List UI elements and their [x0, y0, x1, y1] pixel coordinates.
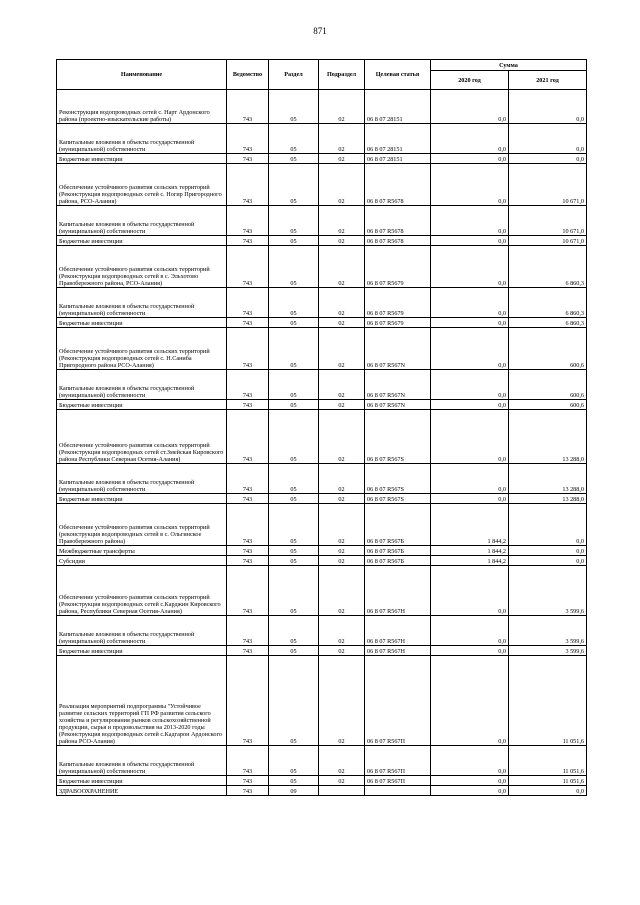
cell-razdel: 05 — [269, 494, 319, 504]
cell-ved: 743 — [227, 124, 269, 154]
cell-razdel: 05 — [269, 124, 319, 154]
cell-name: Обеспечение устойчивого развития сельских территорий (Реконструкция водопроводных сетей в с. Эльхотово Правобережного района, РСО-Алания) — [57, 246, 227, 288]
cell-2020: 0,0 — [431, 566, 509, 616]
cell-ved: 743 — [227, 556, 269, 566]
cell-name: Капитальные вложения в объекты государственной (муниципальной) собственности — [57, 464, 227, 494]
cell-2021: 11 051,6 — [509, 656, 587, 746]
cell-podrazdel: 02 — [319, 400, 365, 410]
cell-name: Обеспечение устойчивого развития сельских территорий (реконструкция водопроводных сетей в с. Ольгинское Правобережного района) — [57, 504, 227, 546]
cell-podrazdel: 02 — [319, 154, 365, 164]
cell-name: Бюджетные инвестиции — [57, 154, 227, 164]
table-row — [57, 328, 587, 370]
cell-2020: 0,0 — [431, 328, 509, 370]
cell-name: Реализация мероприятий подпрограммы "Устойчивое развитие сельских территорий ГП РФ развития сельского хозяйства и регулирования рынков сельскохозяйственной продукции, сырья и продовольствия на 2013-2020 годы (Реконструкция водопроводных сетей с.Кадгарон Ардонского района РСО-Алания) — [57, 656, 227, 746]
cell-cel: 06 8 07 R5678 — [365, 164, 431, 206]
cell-2020: 0,0 — [431, 90, 509, 124]
table-row — [57, 546, 587, 556]
cell-razdel: 05 — [269, 556, 319, 566]
cell-2020: 0,0 — [431, 400, 509, 410]
cell-cel: 06 8 07 R567N — [365, 400, 431, 410]
table-row — [57, 236, 587, 246]
cell-cel: 06 8 07 R567N — [365, 370, 431, 400]
cell-razdel: 05 — [269, 410, 319, 464]
table-row — [57, 154, 587, 164]
cell-razdel: 05 — [269, 206, 319, 236]
header-podrazdel: Подраздел — [319, 60, 365, 90]
header-summa: Сумма — [431, 60, 587, 71]
cell-2020: 0,0 — [431, 746, 509, 776]
cell-razdel: 05 — [269, 328, 319, 370]
cell-razdel: 05 — [269, 164, 319, 206]
table-row — [57, 206, 587, 236]
header-2020: 2020 год — [431, 71, 509, 90]
cell-name: Обеспечение устойчивого развития сельских территорий (Реконструкция водопроводных сетей с. Н.Саниба Пригородного района РСО-Алания) — [57, 328, 227, 370]
cell-2020: 0,0 — [431, 656, 509, 746]
table-row — [57, 646, 587, 656]
cell-cel: 06 8 07 R5679 — [365, 288, 431, 318]
cell-cel: 06 8 07 R567N — [365, 328, 431, 370]
cell-2021: 0,0 — [509, 556, 587, 566]
cell-2020: 0,0 — [431, 164, 509, 206]
cell-cel: 06 8 07 R567S — [365, 410, 431, 464]
cell-ved: 743 — [227, 370, 269, 400]
cell-podrazdel: 02 — [319, 318, 365, 328]
table-row — [57, 318, 587, 328]
cell-podrazdel: 02 — [319, 410, 365, 464]
cell-cel: 06 8 07 R567Н — [365, 616, 431, 646]
table-row — [57, 400, 587, 410]
cell-podrazdel: 02 — [319, 656, 365, 746]
cell-razdel: 05 — [269, 154, 319, 164]
cell-ved: 743 — [227, 154, 269, 164]
cell-name: Бюджетные инвестиции — [57, 400, 227, 410]
cell-2020: 1 844,2 — [431, 504, 509, 546]
table-row — [57, 504, 587, 546]
cell-razdel: 05 — [269, 288, 319, 318]
table-row — [57, 776, 587, 786]
cell-ved: 743 — [227, 494, 269, 504]
table-row — [57, 566, 587, 616]
cell-razdel: 05 — [269, 566, 319, 616]
table-row — [57, 288, 587, 318]
cell-ved: 743 — [227, 236, 269, 246]
cell-cel: 06 8 07 R567П — [365, 746, 431, 776]
cell-ved: 743 — [227, 656, 269, 746]
table-row — [57, 246, 587, 288]
cell-cel: 06 8 07 R567Н — [365, 566, 431, 616]
cell-2021: 3 599,6 — [509, 566, 587, 616]
cell-podrazdel: 02 — [319, 646, 365, 656]
table-row — [57, 494, 587, 504]
cell-2021: 0,0 — [509, 504, 587, 546]
cell-2021: 600,6 — [509, 400, 587, 410]
cell-razdel: 05 — [269, 776, 319, 786]
cell-2020: 0,0 — [431, 370, 509, 400]
table-row — [57, 164, 587, 206]
table-row — [57, 464, 587, 494]
cell-2020: 0,0 — [431, 410, 509, 464]
cell-2021: 13 288,0 — [509, 494, 587, 504]
cell-2021: 3 599,6 — [509, 616, 587, 646]
cell-cel: 06 8 07 R567П — [365, 776, 431, 786]
cell-ved: 743 — [227, 410, 269, 464]
cell-2020: 1 844,2 — [431, 546, 509, 556]
cell-2021: 0,0 — [509, 154, 587, 164]
cell-razdel: 05 — [269, 90, 319, 124]
cell-2020: 0,0 — [431, 288, 509, 318]
cell-podrazdel: 02 — [319, 164, 365, 206]
cell-name: Межбюджетные трансферты — [57, 546, 227, 556]
cell-cel: 06 8 07 28151 — [365, 90, 431, 124]
cell-name: Обеспечение устойчивого развития сельских территорий (Реконструкция водопроводных сетей ст.Змейская Кировского района Республики Северная Осетия-Алания) — [57, 410, 227, 464]
cell-razdel: 09 — [269, 786, 319, 796]
cell-2020: 0,0 — [431, 154, 509, 164]
cell-2020: 0,0 — [431, 494, 509, 504]
cell-podrazdel: 02 — [319, 464, 365, 494]
cell-razdel: 05 — [269, 370, 319, 400]
cell-name: Капитальные вложения в объекты государственной (муниципальной) собственности — [57, 370, 227, 400]
cell-cel: 06 8 07 R567Н — [365, 646, 431, 656]
cell-name: Бюджетные инвестиции — [57, 646, 227, 656]
cell-2020: 0,0 — [431, 616, 509, 646]
cell-razdel: 05 — [269, 400, 319, 410]
table-body — [57, 90, 587, 796]
cell-podrazdel: 02 — [319, 616, 365, 646]
cell-2020: 0,0 — [431, 786, 509, 796]
cell-ved: 743 — [227, 786, 269, 796]
cell-ved: 743 — [227, 328, 269, 370]
cell-cel: 06 8 07 R5678 — [365, 236, 431, 246]
cell-podrazdel: 02 — [319, 746, 365, 776]
cell-razdel: 05 — [269, 646, 319, 656]
cell-2021: 0,0 — [509, 124, 587, 154]
cell-name: Реконструкция водопроводных сетей с. Нарт Ардонского района (проектно-изыскательские работы) — [57, 90, 227, 124]
cell-2021: 10 671,0 — [509, 164, 587, 206]
cell-razdel: 05 — [269, 656, 319, 746]
cell-2020: 0,0 — [431, 246, 509, 288]
cell-podrazdel: 02 — [319, 288, 365, 318]
cell-name: Обеспечение устойчивого развития сельских территорий (Реконструкция водопроводных сетей с.Карджин Кировского района, Республики Северная Осетия-Алания) — [57, 566, 227, 616]
cell-podrazdel: 02 — [319, 556, 365, 566]
cell-2021: 11 051,6 — [509, 776, 587, 786]
table-row — [57, 90, 587, 124]
cell-podrazdel: 02 — [319, 124, 365, 154]
cell-name: Бюджетные инвестиции — [57, 494, 227, 504]
cell-2021: 10 671,0 — [509, 206, 587, 236]
cell-podrazdel: 02 — [319, 504, 365, 546]
cell-2021: 0,0 — [509, 786, 587, 796]
cell-name: Обеспечение устойчивого развития сельских территорий (Реконструкция водопроводных сетей с. Ногир Пригородного района, РСО-Алания) — [57, 164, 227, 206]
cell-podrazdel: 02 — [319, 328, 365, 370]
cell-podrazdel — [319, 786, 365, 796]
cell-razdel: 05 — [269, 246, 319, 288]
cell-2021: 600,6 — [509, 328, 587, 370]
cell-ved: 743 — [227, 504, 269, 546]
cell-2020: 0,0 — [431, 646, 509, 656]
cell-2021: 0,0 — [509, 546, 587, 556]
cell-podrazdel: 02 — [319, 546, 365, 556]
cell-name: Капитальные вложения в объекты государственной (муниципальной) собственности — [57, 124, 227, 154]
header-razdel: Раздел — [269, 60, 319, 90]
table-row — [57, 370, 587, 400]
cell-cel: 06 8 07 R5678 — [365, 206, 431, 236]
header-cel: Целевая статья — [365, 60, 431, 90]
table-row — [57, 746, 587, 776]
cell-ved: 743 — [227, 206, 269, 236]
cell-razdel: 05 — [269, 464, 319, 494]
cell-ved: 743 — [227, 776, 269, 786]
cell-ved: 743 — [227, 288, 269, 318]
cell-2021: 11 051,6 — [509, 746, 587, 776]
cell-ved: 743 — [227, 246, 269, 288]
cell-cel: 06 8 07 R567S — [365, 464, 431, 494]
table-row — [57, 616, 587, 646]
table-row — [57, 556, 587, 566]
cell-cel: 06 8 07 R567S — [365, 494, 431, 504]
cell-ved: 743 — [227, 164, 269, 206]
cell-2021: 6 860,3 — [509, 318, 587, 328]
cell-2021: 0,0 — [509, 90, 587, 124]
cell-name: Капитальные вложения в объекты государственной (муниципальной) собственности — [57, 206, 227, 236]
table-row — [57, 124, 587, 154]
cell-ved: 743 — [227, 400, 269, 410]
cell-razdel: 05 — [269, 236, 319, 246]
table-row — [57, 656, 587, 746]
cell-ved: 743 — [227, 318, 269, 328]
cell-cel: 06 8 07 R5679 — [365, 318, 431, 328]
cell-podrazdel: 02 — [319, 776, 365, 786]
cell-ved: 743 — [227, 546, 269, 556]
cell-podrazdel: 02 — [319, 494, 365, 504]
cell-name: Бюджетные инвестиции — [57, 318, 227, 328]
cell-name: Капитальные вложения в объекты государственной (муниципальной) собственности — [57, 616, 227, 646]
cell-2020: 1 844,2 — [431, 556, 509, 566]
cell-cel: 06 8 07 R567Б — [365, 556, 431, 566]
cell-razdel: 05 — [269, 746, 319, 776]
cell-2020: 0,0 — [431, 236, 509, 246]
budget-table — [56, 59, 587, 796]
cell-2021: 3 599,6 — [509, 646, 587, 656]
cell-2020: 0,0 — [431, 318, 509, 328]
cell-podrazdel: 02 — [319, 206, 365, 236]
cell-2020: 0,0 — [431, 776, 509, 786]
cell-ved: 743 — [227, 616, 269, 646]
cell-cel: 06 8 07 28151 — [365, 154, 431, 164]
cell-ved: 743 — [227, 90, 269, 124]
cell-name: Капитальные вложения в объекты государственной (муниципальной) собственности — [57, 746, 227, 776]
cell-2021: 13 288,0 — [509, 410, 587, 464]
cell-2020: 0,0 — [431, 124, 509, 154]
cell-2021: 13 288,0 — [509, 464, 587, 494]
cell-podrazdel: 02 — [319, 566, 365, 616]
cell-cel: 06 8 07 R567Б — [365, 546, 431, 556]
cell-ved: 743 — [227, 464, 269, 494]
cell-razdel: 05 — [269, 318, 319, 328]
cell-name: Субсидии — [57, 556, 227, 566]
cell-podrazdel: 02 — [319, 236, 365, 246]
cell-name: Бюджетные инвестиции — [57, 776, 227, 786]
cell-razdel: 05 — [269, 616, 319, 646]
cell-2020: 0,0 — [431, 206, 509, 236]
cell-cel: 06 8 07 R567Б — [365, 504, 431, 546]
cell-2021: 6 860,3 — [509, 288, 587, 318]
cell-2021: 10 671,0 — [509, 236, 587, 246]
cell-cel — [365, 786, 431, 796]
table-row — [57, 786, 587, 796]
header-name: Наименование — [57, 60, 227, 90]
cell-2021: 6 860,3 — [509, 246, 587, 288]
cell-cel: 06 8 07 28151 — [365, 124, 431, 154]
cell-ved: 743 — [227, 646, 269, 656]
cell-cel: 06 8 07 R5679 — [365, 246, 431, 288]
cell-2021: 600,6 — [509, 370, 587, 400]
cell-2020: 0,0 — [431, 464, 509, 494]
header-2021: 2021 год — [509, 71, 587, 90]
cell-podrazdel: 02 — [319, 370, 365, 400]
cell-razdel: 05 — [269, 546, 319, 556]
cell-razdel: 05 — [269, 504, 319, 546]
page-number: 871 — [313, 26, 327, 36]
cell-name: Капитальные вложения в объекты государственной (муниципальной) собственности — [57, 288, 227, 318]
cell-cel: 06 8 07 R567П — [365, 656, 431, 746]
cell-podrazdel: 02 — [319, 246, 365, 288]
cell-ved: 743 — [227, 746, 269, 776]
header-ved: Ведомство — [227, 60, 269, 90]
cell-name: ЗДРАВООХРАНЕНИЕ — [57, 786, 227, 796]
table-row — [57, 410, 587, 464]
cell-name: Бюджетные инвестиции — [57, 236, 227, 246]
cell-ved: 743 — [227, 566, 269, 616]
cell-podrazdel: 02 — [319, 90, 365, 124]
